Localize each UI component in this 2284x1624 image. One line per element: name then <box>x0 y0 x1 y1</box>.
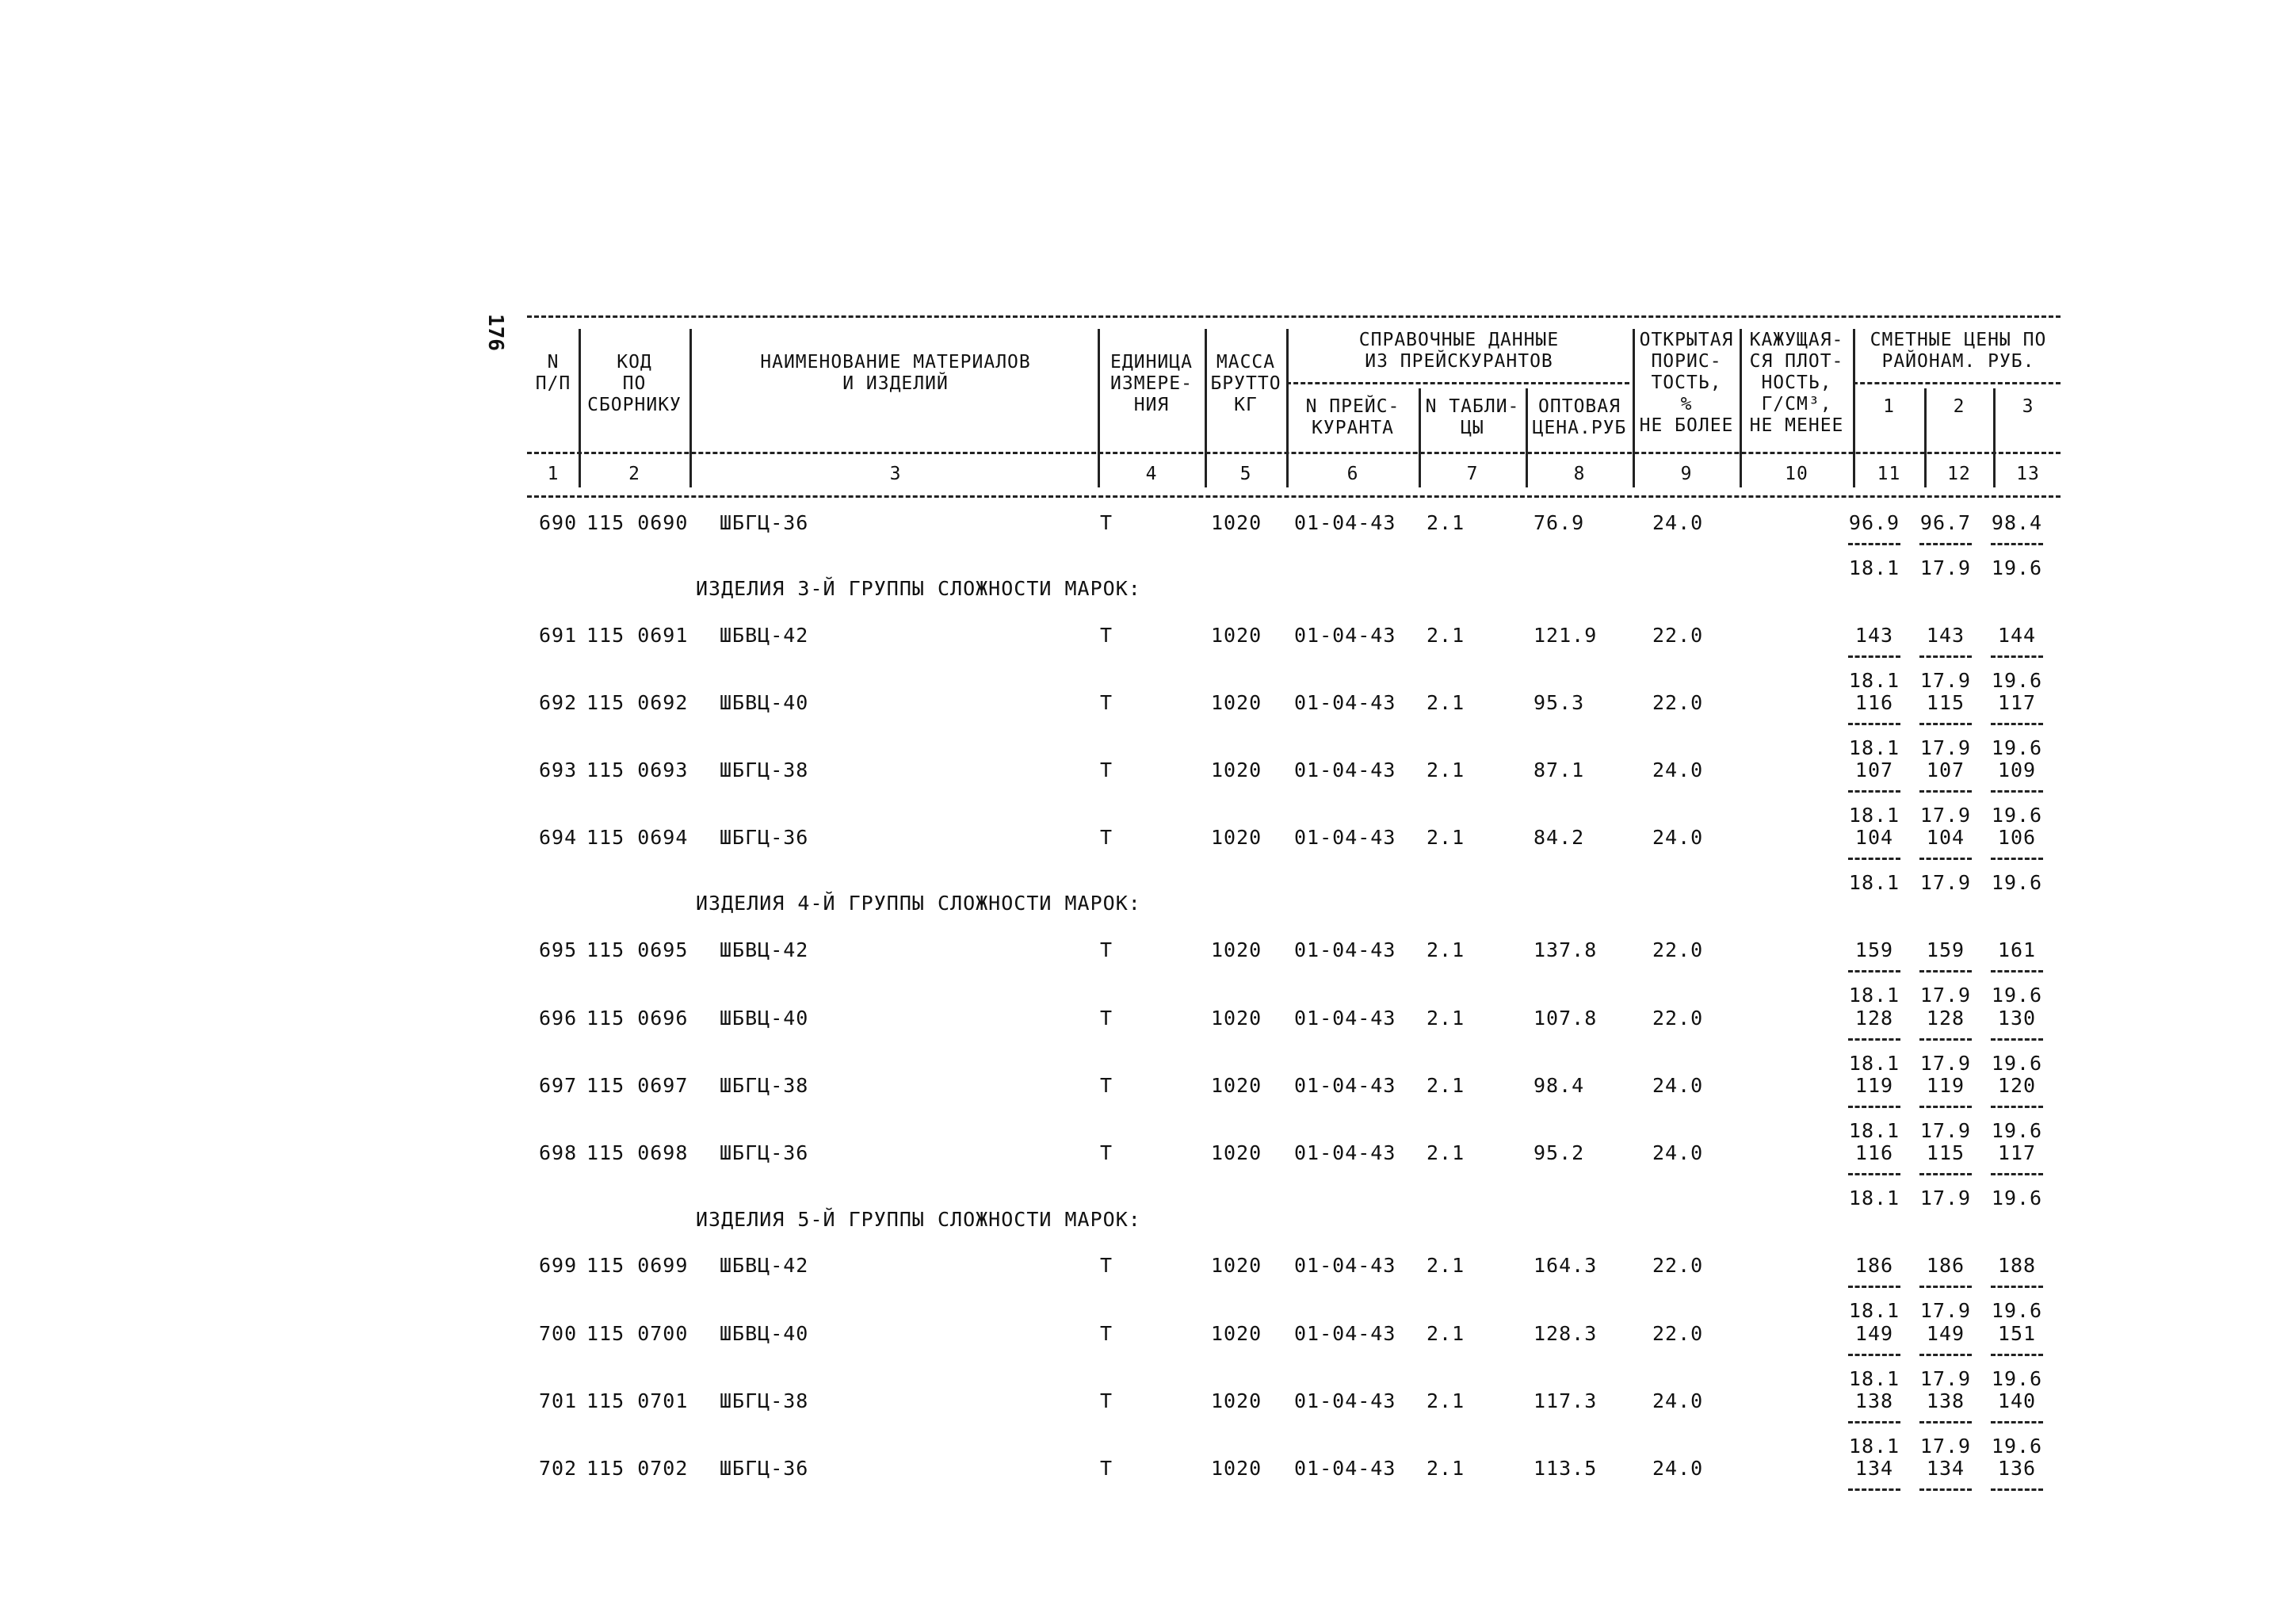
price-divider <box>1991 1173 2043 1175</box>
row-region-price-2: 119 <box>1926 1074 1965 1097</box>
row-wholesale-price: 87.1 <box>1533 759 1585 781</box>
row-region-sub-3: 19.6 <box>1991 1186 2043 1209</box>
colnum: 1 <box>547 464 560 484</box>
row-name: ШБВЦ-40 <box>720 691 809 714</box>
row-region-price-2: 138 <box>1926 1389 1965 1412</box>
row-region-price-1: 149 <box>1854 1322 1894 1345</box>
row-region-price-2: 134 <box>1926 1457 1965 1480</box>
row-region-price-3: 140 <box>1997 1389 2037 1412</box>
row-region-sub-1: 18.1 <box>1848 804 1900 827</box>
row-code: 115 0702 <box>586 1457 689 1480</box>
header-col6: N ПРЕЙС- КУРАНТА <box>1305 396 1400 438</box>
header-col1: N П/П <box>535 352 571 394</box>
row-region-price-2: 186 <box>1926 1254 1965 1277</box>
group-title-4: ИЗДЕЛИЯ 4-Й ГРУППЫ СЛОЖНОСТИ МАРОК: <box>696 892 1141 915</box>
row-region-sub-3: 19.6 <box>1991 804 2043 827</box>
row-pricelist: 01-04-43 <box>1294 1457 1396 1480</box>
row-number: 694 <box>539 826 578 849</box>
colnum: 3 <box>889 464 902 484</box>
row-region-sub-1: 18.1 <box>1848 984 1900 1007</box>
row-region-price-3: 144 <box>1997 624 2037 647</box>
row-pricelist: 01-04-43 <box>1294 624 1396 647</box>
header-mid-rule-ref <box>1286 382 1629 384</box>
colnum: 8 <box>1573 464 1586 484</box>
header-region-1: 1 <box>1883 396 1895 417</box>
row-code: 115 0698 <box>586 1141 689 1164</box>
row-wholesale-price: 76.9 <box>1533 511 1585 534</box>
row-pricelist: 01-04-43 <box>1294 826 1396 849</box>
row-porosity: 22.0 <box>1652 624 1704 647</box>
header-col3: НАИМЕНОВАНИЕ МАТЕРИАЛОВ И ИЗДЕЛИЙ <box>760 352 1031 394</box>
row-region-sub-2: 17.9 <box>1919 871 1972 894</box>
price-divider <box>1991 1286 2043 1288</box>
row-pricelist: 01-04-43 <box>1294 691 1396 714</box>
row-region-sub-3: 19.6 <box>1991 871 2043 894</box>
row-region-sub-2: 17.9 <box>1919 984 1972 1007</box>
row-region-price-3: 120 <box>1997 1074 2037 1097</box>
header-col4: ЕДИНИЦА ИЗМЕРЕ- НИЯ <box>1110 352 1193 415</box>
header-col9: ОТКРЫТАЯ ПОРИС- ТОСТЬ, % НЕ БОЛЕЕ <box>1639 330 1734 436</box>
row-region-price-1: 143 <box>1854 624 1894 647</box>
row-unit: Т <box>1100 1007 1113 1030</box>
page-number: 176 <box>483 314 507 351</box>
row-pricelist: 01-04-43 <box>1294 511 1396 534</box>
row-unit: Т <box>1100 826 1113 849</box>
row-porosity: 24.0 <box>1652 1389 1704 1412</box>
row-mass: 1020 <box>1211 1074 1262 1097</box>
row-region-price-1: 116 <box>1854 691 1894 714</box>
row-name: ШБВЦ-40 <box>720 1007 809 1030</box>
price-divider <box>1919 1354 1972 1356</box>
row-region-sub-2: 17.9 <box>1919 804 1972 827</box>
row-unit: Т <box>1100 1322 1113 1345</box>
price-divider <box>1919 1421 1972 1423</box>
row-region-sub-3: 19.6 <box>1991 1299 2043 1322</box>
row-porosity: 24.0 <box>1652 1074 1704 1097</box>
row-number: 698 <box>539 1141 578 1164</box>
row-region-price-3: 106 <box>1997 826 2037 849</box>
row-mass: 1020 <box>1211 759 1262 781</box>
row-mass: 1020 <box>1211 1322 1262 1345</box>
row-region-sub-3: 19.6 <box>1991 1435 2043 1458</box>
row-table: 2.1 <box>1427 1141 1465 1164</box>
header-region-2: 2 <box>1953 396 1965 417</box>
row-region-sub-3: 19.6 <box>1991 736 2043 759</box>
row-table: 2.1 <box>1427 1074 1465 1097</box>
header-price-group: СМЕТНЫЕ ЦЕНЫ ПО РАЙОНАМ. РУБ. <box>1870 330 2047 372</box>
row-table: 2.1 <box>1427 624 1465 647</box>
row-table: 2.1 <box>1427 1007 1465 1030</box>
row-region-price-2: 107 <box>1926 759 1965 781</box>
row-pricelist: 01-04-43 <box>1294 1074 1396 1097</box>
row-region-sub-1: 18.1 <box>1848 1367 1900 1390</box>
price-divider <box>1991 790 2043 793</box>
row-wholesale-price: 128.3 <box>1533 1322 1598 1345</box>
row-table: 2.1 <box>1427 759 1465 781</box>
row-name: ШБГЦ-36 <box>720 1457 809 1480</box>
row-pricelist: 01-04-43 <box>1294 1141 1396 1164</box>
row-mass: 1020 <box>1211 1254 1262 1277</box>
row-unit: Т <box>1100 938 1113 961</box>
header-col8: ОПТОВАЯ ЦЕНА.РУБ <box>1532 396 1627 438</box>
row-name: ШБГЦ-36 <box>720 826 809 849</box>
row-region-sub-2: 17.9 <box>1919 1299 1972 1322</box>
price-divider <box>1848 1173 1900 1175</box>
header-col5: МАССА БРУТТО КГ <box>1210 352 1281 415</box>
colnum: 6 <box>1346 464 1359 484</box>
row-region-price-2: 128 <box>1926 1007 1965 1030</box>
row-region-price-2: 149 <box>1926 1322 1965 1345</box>
price-divider <box>1919 723 1972 725</box>
row-region-price-1: 116 <box>1854 1141 1894 1164</box>
row-region-price-3: 130 <box>1997 1007 2037 1030</box>
row-region-price-2: 143 <box>1926 624 1965 647</box>
price-divider <box>1919 858 1972 860</box>
row-wholesale-price: 84.2 <box>1533 826 1585 849</box>
row-pricelist: 01-04-43 <box>1294 1254 1396 1277</box>
row-region-sub-2: 17.9 <box>1919 1052 1972 1075</box>
row-region-price-1: 96.9 <box>1848 511 1900 534</box>
price-divider <box>1991 655 2043 658</box>
row-mass: 1020 <box>1211 691 1262 714</box>
row-number: 690 <box>539 511 578 534</box>
row-region-price-1: 186 <box>1854 1254 1894 1277</box>
row-code: 115 0691 <box>586 624 689 647</box>
price-divider <box>1991 723 2043 725</box>
row-table: 2.1 <box>1427 1322 1465 1345</box>
row-number: 695 <box>539 938 578 961</box>
row-region-price-1: 119 <box>1854 1074 1894 1097</box>
header-numbers-rule <box>527 452 2061 454</box>
row-porosity: 24.0 <box>1652 759 1704 781</box>
colnum: 10 <box>1785 464 1808 484</box>
price-divider <box>1848 1106 1900 1108</box>
header-region-3: 3 <box>2022 396 2034 417</box>
row-region-sub-1: 18.1 <box>1848 1186 1900 1209</box>
price-divider <box>1848 723 1900 725</box>
group-title-3: ИЗДЕЛИЯ 3-Й ГРУППЫ СЛОЖНОСТИ МАРОК: <box>696 577 1141 600</box>
row-name: ШБВЦ-42 <box>720 624 809 647</box>
colnum: 12 <box>1947 464 1971 484</box>
row-name: ШБГЦ-36 <box>720 511 809 534</box>
row-region-price-1: 128 <box>1854 1007 1894 1030</box>
row-code: 115 0696 <box>586 1007 689 1030</box>
colnum: 5 <box>1239 464 1252 484</box>
header-bottom-rule <box>527 495 2061 498</box>
row-number: 692 <box>539 691 578 714</box>
row-wholesale-price: 137.8 <box>1533 938 1598 961</box>
colnum: 11 <box>1877 464 1901 484</box>
row-region-sub-2: 17.9 <box>1919 556 1972 579</box>
row-code: 115 0699 <box>586 1254 689 1277</box>
row-region-sub-1: 18.1 <box>1848 871 1900 894</box>
row-porosity: 22.0 <box>1652 1322 1704 1345</box>
row-wholesale-price: 121.9 <box>1533 624 1598 647</box>
price-divider <box>1848 1354 1900 1356</box>
row-pricelist: 01-04-43 <box>1294 938 1396 961</box>
row-wholesale-price: 164.3 <box>1533 1254 1598 1277</box>
row-pricelist: 01-04-43 <box>1294 1322 1396 1345</box>
colnum: 2 <box>628 464 640 484</box>
row-region-sub-3: 19.6 <box>1991 1119 2043 1142</box>
price-divider <box>1848 970 1900 972</box>
row-table: 2.1 <box>1427 938 1465 961</box>
row-number: 700 <box>539 1322 578 1345</box>
row-unit: Т <box>1100 1389 1113 1412</box>
row-number: 696 <box>539 1007 578 1030</box>
price-divider <box>1991 543 2043 545</box>
row-wholesale-price: 95.2 <box>1533 1141 1585 1164</box>
row-code: 115 0690 <box>586 511 689 534</box>
price-divider <box>1848 1038 1900 1041</box>
row-region-sub-2: 17.9 <box>1919 1367 1972 1390</box>
row-porosity: 22.0 <box>1652 1254 1704 1277</box>
row-unit: Т <box>1100 691 1113 714</box>
row-name: ШБВЦ-40 <box>720 1322 809 1345</box>
row-region-sub-2: 17.9 <box>1919 669 1972 692</box>
row-region-sub-2: 17.9 <box>1919 1186 1972 1209</box>
row-region-sub-1: 18.1 <box>1848 1119 1900 1142</box>
row-table: 2.1 <box>1427 511 1465 534</box>
row-region-sub-1: 18.1 <box>1848 1052 1900 1075</box>
row-unit: Т <box>1100 511 1113 534</box>
price-divider <box>1848 543 1900 545</box>
row-table: 2.1 <box>1427 826 1465 849</box>
row-region-sub-3: 19.6 <box>1991 1052 2043 1075</box>
row-number: 701 <box>539 1389 578 1412</box>
price-divider <box>1991 970 2043 972</box>
row-region-sub-1: 18.1 <box>1848 1299 1900 1322</box>
row-unit: Т <box>1100 759 1113 781</box>
row-code: 115 0694 <box>586 826 689 849</box>
row-table: 2.1 <box>1427 1254 1465 1277</box>
price-divider <box>1991 1038 2043 1041</box>
row-number: 702 <box>539 1457 578 1480</box>
header-col2: КОД ПО СБОРНИКУ <box>587 352 682 415</box>
row-mass: 1020 <box>1211 826 1262 849</box>
header-col10: КАЖУЩАЯ- СЯ ПЛОТ- НОСТЬ, Г/СМ³, НЕ МЕНЕЕ <box>1749 330 1844 436</box>
row-region-price-3: 117 <box>1997 691 2037 714</box>
colnum: 9 <box>1680 464 1693 484</box>
header-mid-rule-price <box>1853 382 2061 384</box>
price-divider <box>1919 1173 1972 1175</box>
price-divider <box>1848 655 1900 658</box>
row-region-price-3: 161 <box>1997 938 2037 961</box>
row-code: 115 0697 <box>586 1074 689 1097</box>
row-code: 115 0693 <box>586 759 689 781</box>
row-unit: Т <box>1100 624 1113 647</box>
row-region-sub-1: 18.1 <box>1848 669 1900 692</box>
row-region-price-2: 159 <box>1926 938 1965 961</box>
row-region-price-3: 136 <box>1997 1457 2037 1480</box>
row-region-sub-2: 17.9 <box>1919 1119 1972 1142</box>
price-divider <box>1848 1421 1900 1423</box>
row-mass: 1020 <box>1211 938 1262 961</box>
price-divider <box>1919 1038 1972 1041</box>
row-table: 2.1 <box>1427 1389 1465 1412</box>
colnum: 13 <box>2016 464 2040 484</box>
row-region-price-3: 109 <box>1997 759 2037 781</box>
row-mass: 1020 <box>1211 1457 1262 1480</box>
row-porosity: 24.0 <box>1652 826 1704 849</box>
row-table: 2.1 <box>1427 1457 1465 1480</box>
row-number: 693 <box>539 759 578 781</box>
row-region-price-2: 115 <box>1926 1141 1965 1164</box>
row-region-price-1: 138 <box>1854 1389 1894 1412</box>
row-region-sub-2: 17.9 <box>1919 736 1972 759</box>
row-region-price-3: 98.4 <box>1991 511 2043 534</box>
row-unit: Т <box>1100 1141 1113 1164</box>
row-region-price-1: 107 <box>1854 759 1894 781</box>
row-code: 115 0695 <box>586 938 689 961</box>
price-divider <box>1919 790 1972 793</box>
row-number: 697 <box>539 1074 578 1097</box>
row-pricelist: 01-04-43 <box>1294 1389 1396 1412</box>
row-unit: Т <box>1100 1254 1113 1277</box>
row-porosity: 24.0 <box>1652 1141 1704 1164</box>
row-mass: 1020 <box>1211 624 1262 647</box>
price-divider <box>1919 1488 1972 1491</box>
row-region-sub-1: 18.1 <box>1848 1435 1900 1458</box>
header-top-rule <box>527 315 2061 318</box>
price-divider <box>1848 1286 1900 1288</box>
row-pricelist: 01-04-43 <box>1294 759 1396 781</box>
row-region-sub-2: 17.9 <box>1919 1435 1972 1458</box>
price-divider <box>1991 858 2043 860</box>
row-mass: 1020 <box>1211 1141 1262 1164</box>
price-divider <box>1991 1106 2043 1108</box>
colnum: 4 <box>1145 464 1158 484</box>
row-unit: Т <box>1100 1457 1113 1480</box>
row-name: ШБВЦ-42 <box>720 1254 809 1277</box>
price-divider <box>1919 655 1972 658</box>
price-divider <box>1848 1488 1900 1491</box>
row-wholesale-price: 107.8 <box>1533 1007 1598 1030</box>
row-unit: Т <box>1100 1074 1113 1097</box>
row-wholesale-price: 95.3 <box>1533 691 1585 714</box>
row-region-price-1: 104 <box>1854 826 1894 849</box>
row-region-sub-1: 18.1 <box>1848 736 1900 759</box>
row-region-sub-3: 19.6 <box>1991 984 2043 1007</box>
colnum: 7 <box>1466 464 1479 484</box>
row-name: ШБГЦ-38 <box>720 759 809 781</box>
row-region-price-3: 117 <box>1997 1141 2037 1164</box>
price-divider <box>1919 1286 1972 1288</box>
row-porosity: 22.0 <box>1652 938 1704 961</box>
row-mass: 1020 <box>1211 511 1262 534</box>
row-region-price-2: 96.7 <box>1919 511 1972 534</box>
price-divider <box>1919 1106 1972 1108</box>
group-title-5: ИЗДЕЛИЯ 5-Й ГРУППЫ СЛОЖНОСТИ МАРОК: <box>696 1208 1141 1231</box>
row-number: 699 <box>539 1254 578 1277</box>
price-divider <box>1848 790 1900 793</box>
price-divider <box>1991 1421 2043 1423</box>
row-code: 115 0701 <box>586 1389 689 1412</box>
row-region-price-3: 188 <box>1997 1254 2037 1277</box>
row-wholesale-price: 98.4 <box>1533 1074 1585 1097</box>
row-wholesale-price: 117.3 <box>1533 1389 1598 1412</box>
row-code: 115 0700 <box>586 1322 689 1345</box>
row-porosity: 22.0 <box>1652 691 1704 714</box>
header-col7: N ТАБЛИ- ЦЫ <box>1425 396 1520 438</box>
row-region-sub-3: 19.6 <box>1991 556 2043 579</box>
price-divider <box>1919 970 1972 972</box>
price-divider <box>1991 1354 2043 1356</box>
header-ref-group: СПРАВОЧНЫЕ ДАННЫЕ ИЗ ПРЕЙСКУРАНТОВ <box>1358 330 1560 372</box>
row-name: ШБВЦ-42 <box>720 938 809 961</box>
row-wholesale-price: 113.5 <box>1533 1457 1598 1480</box>
row-region-price-3: 151 <box>1997 1322 2037 1345</box>
row-mass: 1020 <box>1211 1007 1262 1030</box>
price-divider <box>1919 543 1972 545</box>
row-region-sub-3: 19.6 <box>1991 1367 2043 1390</box>
row-region-price-2: 104 <box>1926 826 1965 849</box>
price-divider <box>1991 1488 2043 1491</box>
row-porosity: 24.0 <box>1652 1457 1704 1480</box>
price-divider <box>1848 858 1900 860</box>
row-region-price-1: 134 <box>1854 1457 1894 1480</box>
row-table: 2.1 <box>1427 691 1465 714</box>
row-name: ШБГЦ-38 <box>720 1389 809 1412</box>
row-code: 115 0692 <box>586 691 689 714</box>
row-region-price-1: 159 <box>1854 938 1894 961</box>
row-number: 691 <box>539 624 578 647</box>
row-mass: 1020 <box>1211 1389 1262 1412</box>
row-porosity: 22.0 <box>1652 1007 1704 1030</box>
row-name: ШБГЦ-36 <box>720 1141 809 1164</box>
row-region-sub-1: 18.1 <box>1848 556 1900 579</box>
row-region-price-2: 115 <box>1926 691 1965 714</box>
row-pricelist: 01-04-43 <box>1294 1007 1396 1030</box>
col-sep <box>689 329 692 487</box>
row-name: ШБГЦ-38 <box>720 1074 809 1097</box>
row-region-sub-3: 19.6 <box>1991 669 2043 692</box>
row-porosity: 24.0 <box>1652 511 1704 534</box>
